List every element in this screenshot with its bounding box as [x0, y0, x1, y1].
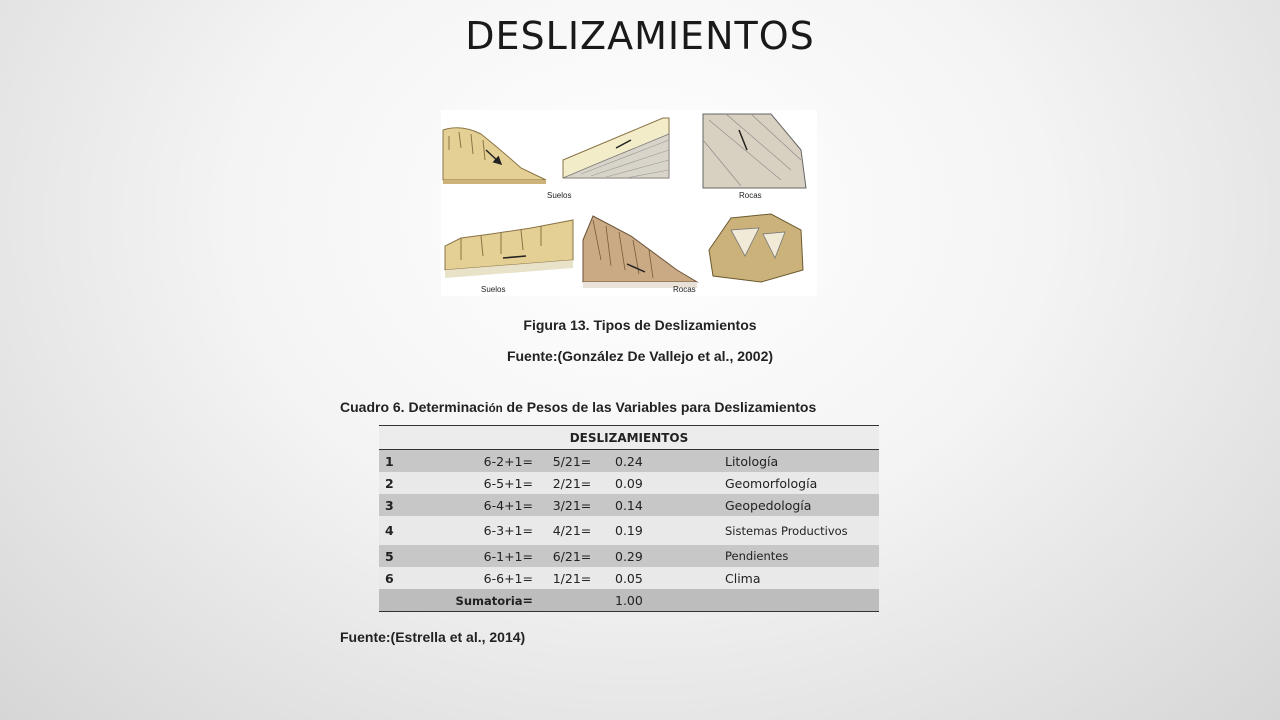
row-fraction: 4/21=	[539, 516, 605, 545]
sum-equals: =	[522, 592, 533, 608]
sum-spacer	[725, 589, 879, 612]
row-expression: 6-5+1=	[413, 472, 539, 494]
row-variable: Litología	[725, 450, 879, 473]
table-row	[379, 545, 879, 567]
landslide-types-figure	[441, 110, 817, 296]
row-weight: 0.24	[605, 450, 725, 473]
row-number: 3	[379, 494, 413, 516]
panel-rock-wedge	[703, 114, 806, 188]
sum-label-cell	[413, 589, 539, 612]
label-rocas-bottom: Rocas	[673, 285, 696, 294]
row-weight: 0.19	[605, 516, 725, 545]
row-weight: 0.14	[605, 494, 725, 516]
table-row	[379, 567, 879, 589]
table-title-end: de Pesos de las Variables para Deslizamientos	[502, 399, 817, 415]
row-expression: 6-3+1=	[413, 516, 539, 545]
row-variable: Geomorfología	[725, 472, 879, 494]
table-header-row	[379, 426, 879, 450]
sum-value: 1.00	[605, 589, 725, 612]
label-suelos-bottom: Suelos	[481, 285, 506, 294]
panel-soil-translational	[563, 118, 669, 178]
row-expression: 6-6+1=	[413, 567, 539, 589]
label-rocas-top: Rocas	[739, 191, 762, 200]
table-title-start: Cuadro 6. Determinaci	[340, 399, 489, 415]
figure-source: Fuente:(González De Vallejo et al., 2002)	[506, 348, 774, 364]
landslide-illustration	[441, 110, 817, 296]
sum-spacer	[539, 589, 605, 612]
row-fraction: 5/21=	[539, 450, 605, 473]
row-fraction: 6/21=	[539, 545, 605, 567]
table-title-ion: ón	[488, 403, 503, 415]
weights-table	[379, 425, 879, 612]
row-expression: 6-4+1=	[413, 494, 539, 516]
row-number: 4	[379, 516, 413, 545]
slide-title: DESLIZAMIENTOS	[465, 14, 815, 58]
row-variable: Clima	[725, 567, 879, 589]
sum-label: Sumatoria	[455, 593, 523, 608]
row-number: 1	[379, 450, 413, 473]
table-row	[379, 472, 879, 494]
label-suelos-top: Suelos	[547, 191, 572, 200]
table-row	[379, 516, 879, 545]
row-variable: Geopedología	[725, 494, 879, 516]
row-variable: Pendientes	[725, 545, 879, 567]
table-title	[340, 399, 816, 415]
row-weight: 0.09	[605, 472, 725, 494]
row-number: 5	[379, 545, 413, 567]
table-row	[379, 450, 879, 473]
table-source: Fuente:(Estrella et al., 2014)	[340, 629, 526, 645]
row-fraction: 1/21=	[539, 567, 605, 589]
row-variable: Sistemas Productivos	[725, 516, 879, 545]
panel-soil-block	[445, 220, 573, 278]
panel-soil-rotational	[443, 128, 546, 184]
panel-rock-toppling	[709, 214, 803, 282]
figure-caption: Figura 13. Tipos de Deslizamientos	[523, 317, 757, 333]
table-header: DESLIZAMIENTOS	[379, 426, 879, 450]
row-weight: 0.05	[605, 567, 725, 589]
row-expression: 6-2+1=	[413, 450, 539, 473]
row-fraction: 3/21=	[539, 494, 605, 516]
panel-rock-planar	[583, 216, 697, 288]
row-number: 6	[379, 567, 413, 589]
sum-spacer	[379, 589, 413, 612]
table-row	[379, 494, 879, 516]
row-weight: 0.29	[605, 545, 725, 567]
table-sum-row	[379, 589, 879, 612]
row-expression: 6-1+1=	[413, 545, 539, 567]
row-fraction: 2/21=	[539, 472, 605, 494]
row-number: 2	[379, 472, 413, 494]
